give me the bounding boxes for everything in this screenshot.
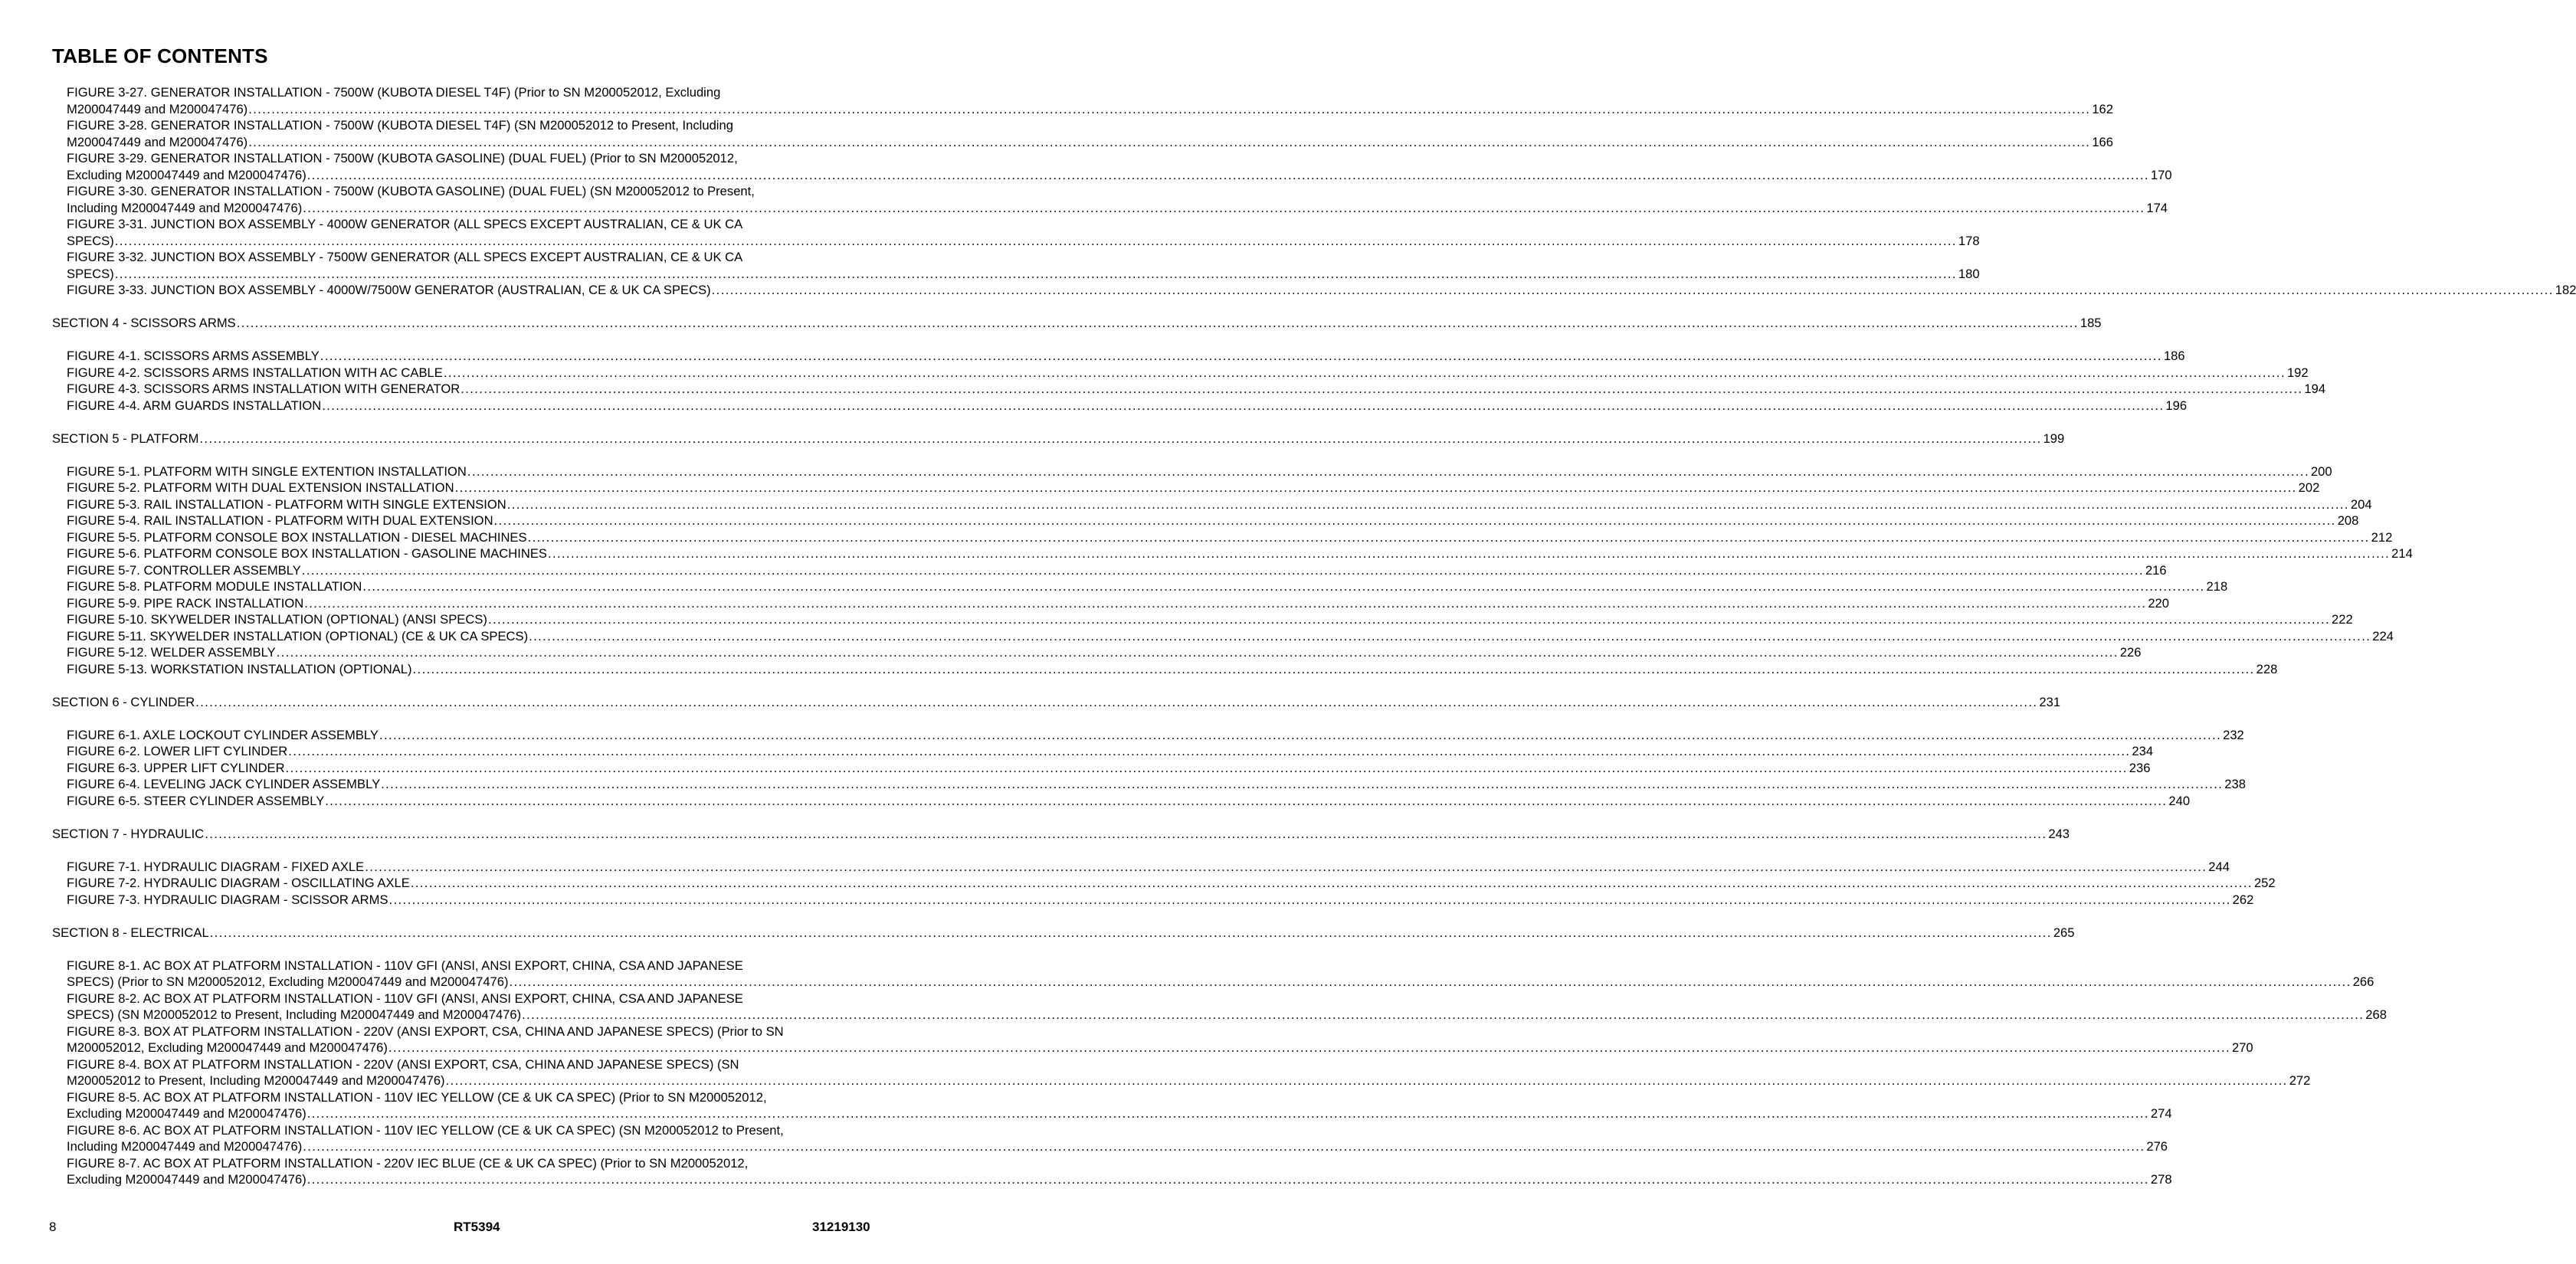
toc-page-number: 202 xyxy=(2298,480,2320,495)
toc-figure-entry[interactable] xyxy=(52,84,2113,117)
toc-entry-row xyxy=(67,892,2254,909)
dot-leader: ................................................................................................................................................................................................................................................................................................................................................................................................................ xyxy=(325,793,2168,808)
toc-entry-text: FIGURE 3-30. GENERATOR INSTALLATION - 7500W (KUBOTA GASOLINE) (DUAL FUEL) (SN M200052012 to Present, xyxy=(67,184,755,198)
toc-page-number: 266 xyxy=(2352,974,2374,989)
dot-leader: ................................................................................................................................................................................................................................................................................................................................................................................................................ xyxy=(522,1007,2365,1022)
toc-entry-text: FIGURE 4-1. SCISSORS ARMS ASSEMBLY xyxy=(67,349,320,363)
toc-entry-text: M200047449 and M200047476) xyxy=(67,134,248,149)
toc-page-number: 204 xyxy=(2350,496,2372,512)
toc-figure-entry[interactable] xyxy=(52,117,2113,150)
toc-entry-text: FIGURE 5-9. PIPE RACK INSTALLATION xyxy=(67,595,304,611)
toc-page-number: 276 xyxy=(2146,1139,2168,1154)
dot-leader: ................................................................................................................................................................................................................................................................................................................................................................................................................ xyxy=(276,645,2119,660)
toc-figure-entry[interactable] xyxy=(52,793,2191,810)
toc-figure-entry[interactable] xyxy=(52,661,2278,678)
toc-figure-entry[interactable] xyxy=(52,348,2185,365)
dot-leader: ................................................................................................................................................................................................................................................................................................................................................................................................................ xyxy=(412,661,2255,676)
toc-entry-text: FIGURE 6-4. LEVELING JACK CYLINDER ASSEMBLY xyxy=(67,777,381,791)
toc-page-number: 182 xyxy=(2555,283,2576,297)
toc-entry-row xyxy=(67,595,2170,612)
dot-leader: ................................................................................................................................................................................................................................................................................................................................................................................................................ xyxy=(306,1172,2149,1187)
toc-entry-text: FIGURE 8-6. AC BOX AT PLATFORM INSTALLATION - 110V IEC YELLOW (CE & UK CA SPEC) (SN M200052012 to Present, xyxy=(67,1122,784,1138)
toc-entry-text: FIGURE 8-5. AC BOX AT PLATFORM INSTALLATION - 110V IEC YELLOW (CE & UK CA SPEC) (Prior to SN M200052012, xyxy=(67,1089,767,1105)
toc-page-number: 220 xyxy=(2148,595,2170,611)
toc-figure-entry[interactable] xyxy=(52,644,2142,661)
dot-leader: ................................................................................................................................................................................................................................................................................................................................................................................................................ xyxy=(487,612,2331,627)
dot-leader: ................................................................................................................................................................................................................................................................................................................................................................................................................ xyxy=(381,777,2224,791)
dot-leader: ................................................................................................................................................................................................................................................................................................................................................................................................................ xyxy=(205,826,2047,841)
toc-page-number: 240 xyxy=(2168,793,2191,808)
toc-entry-row xyxy=(67,1105,2172,1122)
toc-page-number: 216 xyxy=(2145,562,2167,578)
dot-leader: ................................................................................................................................................................................................................................................................................................................................................................................................................ xyxy=(288,744,2131,758)
toc-entry-text: FIGURE 5-3. RAIL INSTALLATION - PLATFORM WITH SINGLE EXTENSION xyxy=(67,496,506,512)
toc-figure-entry[interactable] xyxy=(52,365,2309,381)
toc-entry-text: FIGURE 5-11. SKYWELDER INSTALLATION (OPTIONAL) (CE & UK CA SPECS) xyxy=(67,628,529,643)
toc-entry-row xyxy=(67,233,1980,250)
toc-entry-text: M200052012, Excluding M200047449 and M200047476) xyxy=(67,1040,388,1055)
toc-entry-text: FIGURE 5-12. WELDER ASSEMBLY xyxy=(67,645,276,660)
toc-entry-text: FIGURE 5-13. WORKSTATION INSTALLATION (OPTIONAL) xyxy=(67,661,412,676)
toc-entry-row xyxy=(67,348,2185,365)
dot-leader: ................................................................................................................................................................................................................................................................................................................................................................................................................ xyxy=(236,316,2079,330)
toc-entry-row xyxy=(67,101,2113,118)
toc-entry-text: M200047449 and M200047476) xyxy=(67,101,248,116)
toc-entry-text: SECTION 6 - CYLINDER xyxy=(52,694,195,709)
toc-section-entry[interactable] xyxy=(52,925,2075,941)
toc-figure-entry[interactable] xyxy=(52,743,2154,760)
dot-leader: ................................................................................................................................................................................................................................................................................................................................................................................................................ xyxy=(388,892,2231,907)
dot-leader: ................................................................................................................................................................................................................................................................................................................................................................................................................ xyxy=(285,760,2128,775)
dot-leader: ................................................................................................................................................................................................................................................................................................................................................................................................................ xyxy=(548,546,2391,561)
dot-leader: ................................................................................................................................................................................................................................................................................................................................................................................................................ xyxy=(493,513,2336,528)
toc-entry-row xyxy=(67,480,2320,496)
toc-figure-entry[interactable] xyxy=(52,578,2228,595)
toc-entry-row xyxy=(67,529,2393,546)
dot-leader: ................................................................................................................................................................................................................................................................................................................................................................................................................ xyxy=(443,365,2286,380)
toc-figure-entry[interactable] xyxy=(52,381,2326,398)
toc-page-number: 162 xyxy=(2092,101,2113,116)
dot-leader: ................................................................................................................................................................................................................................................................................................................................................................................................................ xyxy=(306,167,2149,182)
toc-entry-text: FIGURE 6-3. UPPER LIFT CYLINDER xyxy=(67,760,285,775)
dot-leader: ................................................................................................................................................................................................................................................................................................................................................................................................................ xyxy=(379,727,2222,742)
toc-figure-entry[interactable] xyxy=(52,529,2393,546)
toc-figure-entry[interactable] xyxy=(52,892,2254,909)
dot-leader: ................................................................................................................................................................................................................................................................................................................................................................................................................ xyxy=(506,496,2349,512)
toc-entry-row xyxy=(52,826,2070,843)
toc-entry-text: Excluding M200047449 and M200047476) xyxy=(67,167,306,182)
toc-entry-text: FIGURE 7-2. HYDRAULIC DIAGRAM - OSCILLATING AXLE xyxy=(67,876,410,890)
toc-page-number: 231 xyxy=(2039,694,2061,709)
toc-entry-row xyxy=(67,974,2374,991)
toc-entry-row xyxy=(67,512,2359,529)
dot-leader: ................................................................................................................................................................................................................................................................................................................................................................................................................ xyxy=(362,579,2205,594)
toc-entry-row xyxy=(67,628,2394,645)
toc-entry-text: SPECS) (SN M200052012 to Present, Including M200047449 and M200047476) xyxy=(67,1007,522,1022)
toc-section-entry[interactable] xyxy=(52,694,2061,711)
toc-page-number: 200 xyxy=(2310,463,2332,479)
toc-entry-text: Excluding M200047449 and M200047476) xyxy=(67,1172,306,1187)
toc-entry-row xyxy=(52,431,2065,447)
toc-figure-entry[interactable] xyxy=(52,595,2170,612)
toc-entry-text: FIGURE 5-10. SKYWELDER INSTALLATION (OPTIONAL) (ANSI SPECS) xyxy=(67,612,487,627)
toc-entry-row xyxy=(67,793,2191,810)
toc-page-number: 174 xyxy=(2146,200,2168,215)
toc-entry-row xyxy=(67,365,2309,381)
toc-entry-row xyxy=(67,578,2228,595)
toc-section-entry[interactable] xyxy=(52,315,2102,332)
dot-leader: ................................................................................................................................................................................................................................................................................................................................................................................................................ xyxy=(460,381,2303,396)
toc-section-entry[interactable] xyxy=(52,431,2065,447)
dot-leader: ................................................................................................................................................................................................................................................................................................................................................................................................................ xyxy=(304,595,2147,611)
toc-entry-row xyxy=(67,545,2413,562)
toc-figure-entry[interactable] xyxy=(52,628,2394,645)
toc-page-number: 270 xyxy=(2231,1040,2253,1055)
toc-page-number: 208 xyxy=(2337,513,2359,528)
toc-figure-entry[interactable] xyxy=(52,183,2168,216)
toc-page-number: 185 xyxy=(2079,316,2102,330)
toc-entry-row xyxy=(67,1007,2387,1023)
dot-leader: ................................................................................................................................................................................................................................................................................................................................................................................................................ xyxy=(322,398,2165,413)
toc-figure-entry[interactable] xyxy=(52,398,2188,414)
toc-page-number: 265 xyxy=(2053,925,2075,940)
toc-figure-entry[interactable] xyxy=(52,463,2332,480)
toc-entry-row xyxy=(52,694,2061,711)
dot-leader: ................................................................................................................................................................................................................................................................................................................................................................................................................ xyxy=(114,233,1957,248)
toc-entry-text: SECTION 8 - ELECTRICAL xyxy=(52,925,209,940)
toc-page-number: 238 xyxy=(2224,777,2246,791)
toc-entry-text: FIGURE 5-4. RAIL INSTALLATION - PLATFORM WITH DUAL EXTENSION xyxy=(67,513,493,528)
toc-entry-text: FIGURE 5-6. PLATFORM CONSOLE BOX INSTALLATION - GASOLINE MACHINES xyxy=(67,546,547,561)
dot-leader: ................................................................................................................................................................................................................................................................................................................................................................................................................ xyxy=(195,694,2038,709)
toc-entry-text: FIGURE 7-1. HYDRAULIC DIAGRAM - FIXED AXLE xyxy=(67,859,365,874)
toc-entry-row xyxy=(67,134,2113,151)
toc-entry-row xyxy=(67,644,2142,661)
toc-figure-entry[interactable] xyxy=(52,496,2372,513)
toc-page-number: 232 xyxy=(2223,727,2244,742)
toc-entry-text: FIGURE 8-4. BOX AT PLATFORM INSTALLATION - 220V (ANSI EXPORT, CSA, CHINA AND JAPANESE SPECS) (SN xyxy=(67,1056,739,1072)
toc-page-number: 170 xyxy=(2150,167,2172,182)
dot-leader: ................................................................................................................................................................................................................................................................................................................................................................................................................ xyxy=(711,283,2554,297)
toc-figure-entry[interactable] xyxy=(52,958,2374,991)
toc-page-number: 278 xyxy=(2150,1172,2172,1187)
toc-entry-row xyxy=(67,611,2353,628)
toc-entry-text: FIGURE 3-29. GENERATOR INSTALLATION - 7500W (KUBOTA GASOLINE) (DUAL FUEL) (Prior to SN M200052012, xyxy=(67,151,738,165)
toc-entry-text: FIGURE 4-3. SCISSORS ARMS INSTALLATION WITH GENERATOR xyxy=(67,381,460,396)
toc-entry-row xyxy=(67,282,2576,299)
dot-leader: ................................................................................................................................................................................................................................................................................................................................................................................................................ xyxy=(445,1073,2288,1088)
table-of-contents xyxy=(52,84,2576,1188)
toc-entry-text: SPECS) xyxy=(67,266,114,281)
dot-leader: ................................................................................................................................................................................................................................................................................................................................................................................................................ xyxy=(410,876,2253,890)
toc-entry-text: FIGURE 8-3. BOX AT PLATFORM INSTALLATION - 220V (ANSI EXPORT, CSA, CHINA AND JAPANESE SPECS) (Prior to SN xyxy=(67,1023,784,1039)
toc-entry-row xyxy=(67,727,2244,744)
toc-entry-text: FIGURE 5-2. PLATFORM WITH DUAL EXTENSION INSTALLATION xyxy=(67,480,454,495)
dot-leader: ................................................................................................................................................................................................................................................................................................................................................................................................................ xyxy=(199,431,2042,446)
toc-figure-entry[interactable] xyxy=(52,562,2167,579)
toc-entry-row xyxy=(67,859,2230,876)
toc-page-number: 180 xyxy=(1958,266,1980,281)
toc-page-number: 192 xyxy=(2286,365,2309,380)
toc-figure-entry[interactable] xyxy=(52,1122,2168,1155)
dot-leader: ................................................................................................................................................................................................................................................................................................................................................................................................................ xyxy=(306,1106,2149,1121)
toc-entry-text: FIGURE 5-7. CONTROLLER ASSEMBLY xyxy=(67,562,301,578)
footer-doc-number: 31219130 xyxy=(812,1220,870,1234)
footer-model: RT5394 xyxy=(454,1220,500,1234)
toc-figure-entry[interactable] xyxy=(52,249,1980,282)
toc-entry-row xyxy=(67,875,2276,892)
toc-entry-text: FIGURE 3-31. JUNCTION BOX ASSEMBLY - 4000W GENERATOR (ALL SPECS EXCEPT AUSTRALIAN, CE & UK CA xyxy=(67,217,743,231)
toc-page-number: 214 xyxy=(2391,546,2413,561)
toc-figure-entry[interactable] xyxy=(52,991,2387,1023)
toc-page-number: 222 xyxy=(2332,612,2353,627)
toc-entry-row xyxy=(67,398,2188,414)
toc-entry-text: FIGURE 3-28. GENERATOR INSTALLATION - 7500W (KUBOTA DIESEL T4F) (SN M200052012 to Present, Including xyxy=(67,118,733,133)
page-title: TABLE OF CONTENTS xyxy=(52,44,268,67)
toc-figure-entry[interactable] xyxy=(52,150,2172,183)
toc-figure-entry[interactable] xyxy=(52,776,2246,793)
toc-page-number: 166 xyxy=(2092,134,2113,149)
dot-leader: ................................................................................................................................................................................................................................................................................................................................................................................................................ xyxy=(527,529,2370,545)
toc-figure-entry[interactable] xyxy=(52,611,2353,628)
toc-page-number: 236 xyxy=(2129,760,2151,775)
toc-figure-entry[interactable] xyxy=(52,1089,2172,1122)
dot-leader: ................................................................................................................................................................................................................................................................................................................................................................................................................ xyxy=(365,859,2207,874)
toc-section-entry[interactable] xyxy=(52,826,2070,843)
toc-page-number: 226 xyxy=(2119,645,2142,660)
toc-page-number: 244 xyxy=(2208,859,2230,874)
dot-leader: ................................................................................................................................................................................................................................................................................................................................................................................................................ xyxy=(529,628,2371,643)
footer-page-number: 8 xyxy=(49,1220,57,1234)
toc-entry-row xyxy=(67,661,2278,678)
toc-figure-entry[interactable] xyxy=(52,282,2576,299)
toc-entry-text: FIGURE 8-1. AC BOX AT PLATFORM INSTALLATION - 110V GFI (ANSI, ANSI EXPORT, CHINA, CSA AND JAPANESE xyxy=(67,958,743,973)
toc-entry-row xyxy=(67,200,2168,217)
toc-entry-row xyxy=(67,760,2151,777)
toc-entry-row xyxy=(67,496,2372,513)
dot-leader: ................................................................................................................................................................................................................................................................................................................................................................................................................ xyxy=(454,480,2297,495)
toc-page-number: 274 xyxy=(2150,1106,2172,1121)
toc-page-number: 212 xyxy=(2371,529,2393,545)
toc-entry-text: SECTION 5 - PLATFORM xyxy=(52,431,199,446)
toc-figure-entry[interactable] xyxy=(52,727,2244,744)
toc-entry-text: FIGURE 5-8. PLATFORM MODULE INSTALLATION xyxy=(67,579,362,594)
dot-leader: ................................................................................................................................................................................................................................................................................................................................................................................................................ xyxy=(303,1139,2145,1154)
toc-page-number: 268 xyxy=(2365,1007,2387,1022)
toc-entry-row xyxy=(67,1072,2311,1089)
toc-entry-text: Including M200047449 and M200047476) xyxy=(67,200,303,215)
toc-entry-text: FIGURE 5-1. PLATFORM WITH SINGLE EXTENTION INSTALLATION xyxy=(67,463,467,479)
toc-entry-row xyxy=(67,743,2154,760)
toc-figure-entry[interactable] xyxy=(52,545,2413,562)
toc-figure-entry[interactable] xyxy=(52,859,2230,876)
toc-page-number: 224 xyxy=(2372,628,2394,643)
dot-leader: ................................................................................................................................................................................................................................................................................................................................................................................................................ xyxy=(303,200,2145,215)
toc-entry-row xyxy=(52,315,2102,332)
toc-page-number: 186 xyxy=(2163,349,2185,363)
toc-entry-text: FIGURE 4-2. SCISSORS ARMS INSTALLATION WITH AC CABLE xyxy=(67,365,443,380)
toc-page-number: 199 xyxy=(2043,431,2065,446)
toc-entry-text: SPECS) xyxy=(67,233,114,248)
dot-leader: ................................................................................................................................................................................................................................................................................................................................................................................................................ xyxy=(388,1040,2230,1055)
toc-page-number: 272 xyxy=(2289,1073,2311,1088)
toc-figure-entry[interactable] xyxy=(52,875,2276,892)
toc-entry-text: Excluding M200047449 and M200047476) xyxy=(67,1106,306,1121)
toc-entry-text: SPECS) (Prior to SN M200052012, Excluding M200047449 and M200047476) xyxy=(67,974,509,989)
toc-entry-row xyxy=(67,381,2326,398)
toc-entry-text: FIGURE 6-5. STEER CYLINDER ASSEMBLY xyxy=(67,793,325,808)
toc-figure-entry[interactable] xyxy=(52,1023,2253,1056)
toc-page-number: 194 xyxy=(2304,381,2326,396)
toc-entry-text: Including M200047449 and M200047476) xyxy=(67,1139,303,1154)
toc-figure-entry[interactable] xyxy=(52,1056,2311,1089)
toc-figure-entry[interactable] xyxy=(52,480,2320,496)
dot-leader: ................................................................................................................................................................................................................................................................................................................................................................................................................ xyxy=(320,349,2162,363)
toc-page-number: 262 xyxy=(2232,892,2254,907)
toc-entry-text: FIGURE 3-33. JUNCTION BOX ASSEMBLY - 4000W/7500W GENERATOR (AUSTRALIAN, CE & UK CA SPECS) xyxy=(67,283,711,297)
toc-entry-text: FIGURE 3-32. JUNCTION BOX ASSEMBLY - 7500W GENERATOR (ALL SPECS EXCEPT AUSTRALIAN, CE & UK CA xyxy=(67,250,743,264)
toc-entry-text: FIGURE 8-2. AC BOX AT PLATFORM INSTALLATION - 110V GFI (ANSI, ANSI EXPORT, CHINA, CSA AND JAPANESE xyxy=(67,991,743,1006)
toc-entry-text: FIGURE 6-1. AXLE LOCKOUT CYLINDER ASSEMBLY xyxy=(67,727,379,742)
toc-figure-entry[interactable] xyxy=(52,760,2151,777)
toc-page-number: 178 xyxy=(1958,233,1980,248)
toc-entry-text: FIGURE 8-7. AC BOX AT PLATFORM INSTALLATION - 220V IEC BLUE (CE & UK CA SPEC) (Prior to SN M200052012, xyxy=(67,1155,749,1171)
toc-entry-row xyxy=(67,562,2167,579)
toc-entry-text: SECTION 4 - SCISSORS ARMS xyxy=(52,316,236,330)
toc-page-number: 218 xyxy=(2206,579,2228,594)
dot-leader: ................................................................................................................................................................................................................................................................................................................................................................................................................ xyxy=(301,562,2144,578)
toc-entry-text: M200052012 to Present, Including M200047449 and M200047476) xyxy=(67,1073,445,1088)
dot-leader: ................................................................................................................................................................................................................................................................................................................................................................................................................ xyxy=(114,266,1957,281)
toc-page-number: 243 xyxy=(2048,826,2070,841)
toc-figure-entry[interactable] xyxy=(52,1155,2172,1188)
toc-entry-text: FIGURE 6-2. LOWER LIFT CYLINDER xyxy=(67,744,288,758)
toc-entry-row xyxy=(67,1171,2172,1188)
dot-leader: ................................................................................................................................................................................................................................................................................................................................................................................................................ xyxy=(248,101,2091,116)
toc-entry-text: SECTION 7 - HYDRAULIC xyxy=(52,826,205,841)
toc-entry-row xyxy=(67,776,2246,793)
toc-entry-row xyxy=(67,266,1980,283)
toc-page-number: 196 xyxy=(2165,398,2188,413)
toc-entry-row xyxy=(67,463,2332,480)
toc-entry-row xyxy=(67,1138,2168,1155)
dot-leader: ................................................................................................................................................................................................................................................................................................................................................................................................................ xyxy=(248,134,2091,149)
toc-entry-row xyxy=(52,925,2075,941)
toc-page-number: 228 xyxy=(2256,661,2278,676)
toc-figure-entry[interactable] xyxy=(52,512,2359,529)
toc-page-number: 252 xyxy=(2253,876,2276,890)
toc-entry-row xyxy=(67,167,2172,184)
dot-leader: ................................................................................................................................................................................................................................................................................................................................................................................................................ xyxy=(209,925,2052,940)
toc-entry-text: FIGURE 4-4. ARM GUARDS INSTALLATION xyxy=(67,398,322,413)
dot-leader: ................................................................................................................................................................................................................................................................................................................................................................................................................ xyxy=(467,463,2309,479)
toc-figure-entry[interactable] xyxy=(52,216,1980,249)
toc-entry-row xyxy=(67,1040,2253,1056)
toc-entry-text: FIGURE 3-27. GENERATOR INSTALLATION - 7500W (KUBOTA DIESEL T4F) (Prior to SN M200052012, Excluding xyxy=(67,85,721,100)
dot-leader: ................................................................................................................................................................................................................................................................................................................................................................................................................ xyxy=(509,974,2352,989)
toc-entry-text: FIGURE 5-5. PLATFORM CONSOLE BOX INSTALLATION - DIESEL MACHINES xyxy=(67,529,527,545)
toc-page-number: 234 xyxy=(2132,744,2154,758)
toc-entry-text: FIGURE 7-3. HYDRAULIC DIAGRAM - SCISSOR ARMS xyxy=(67,892,388,907)
